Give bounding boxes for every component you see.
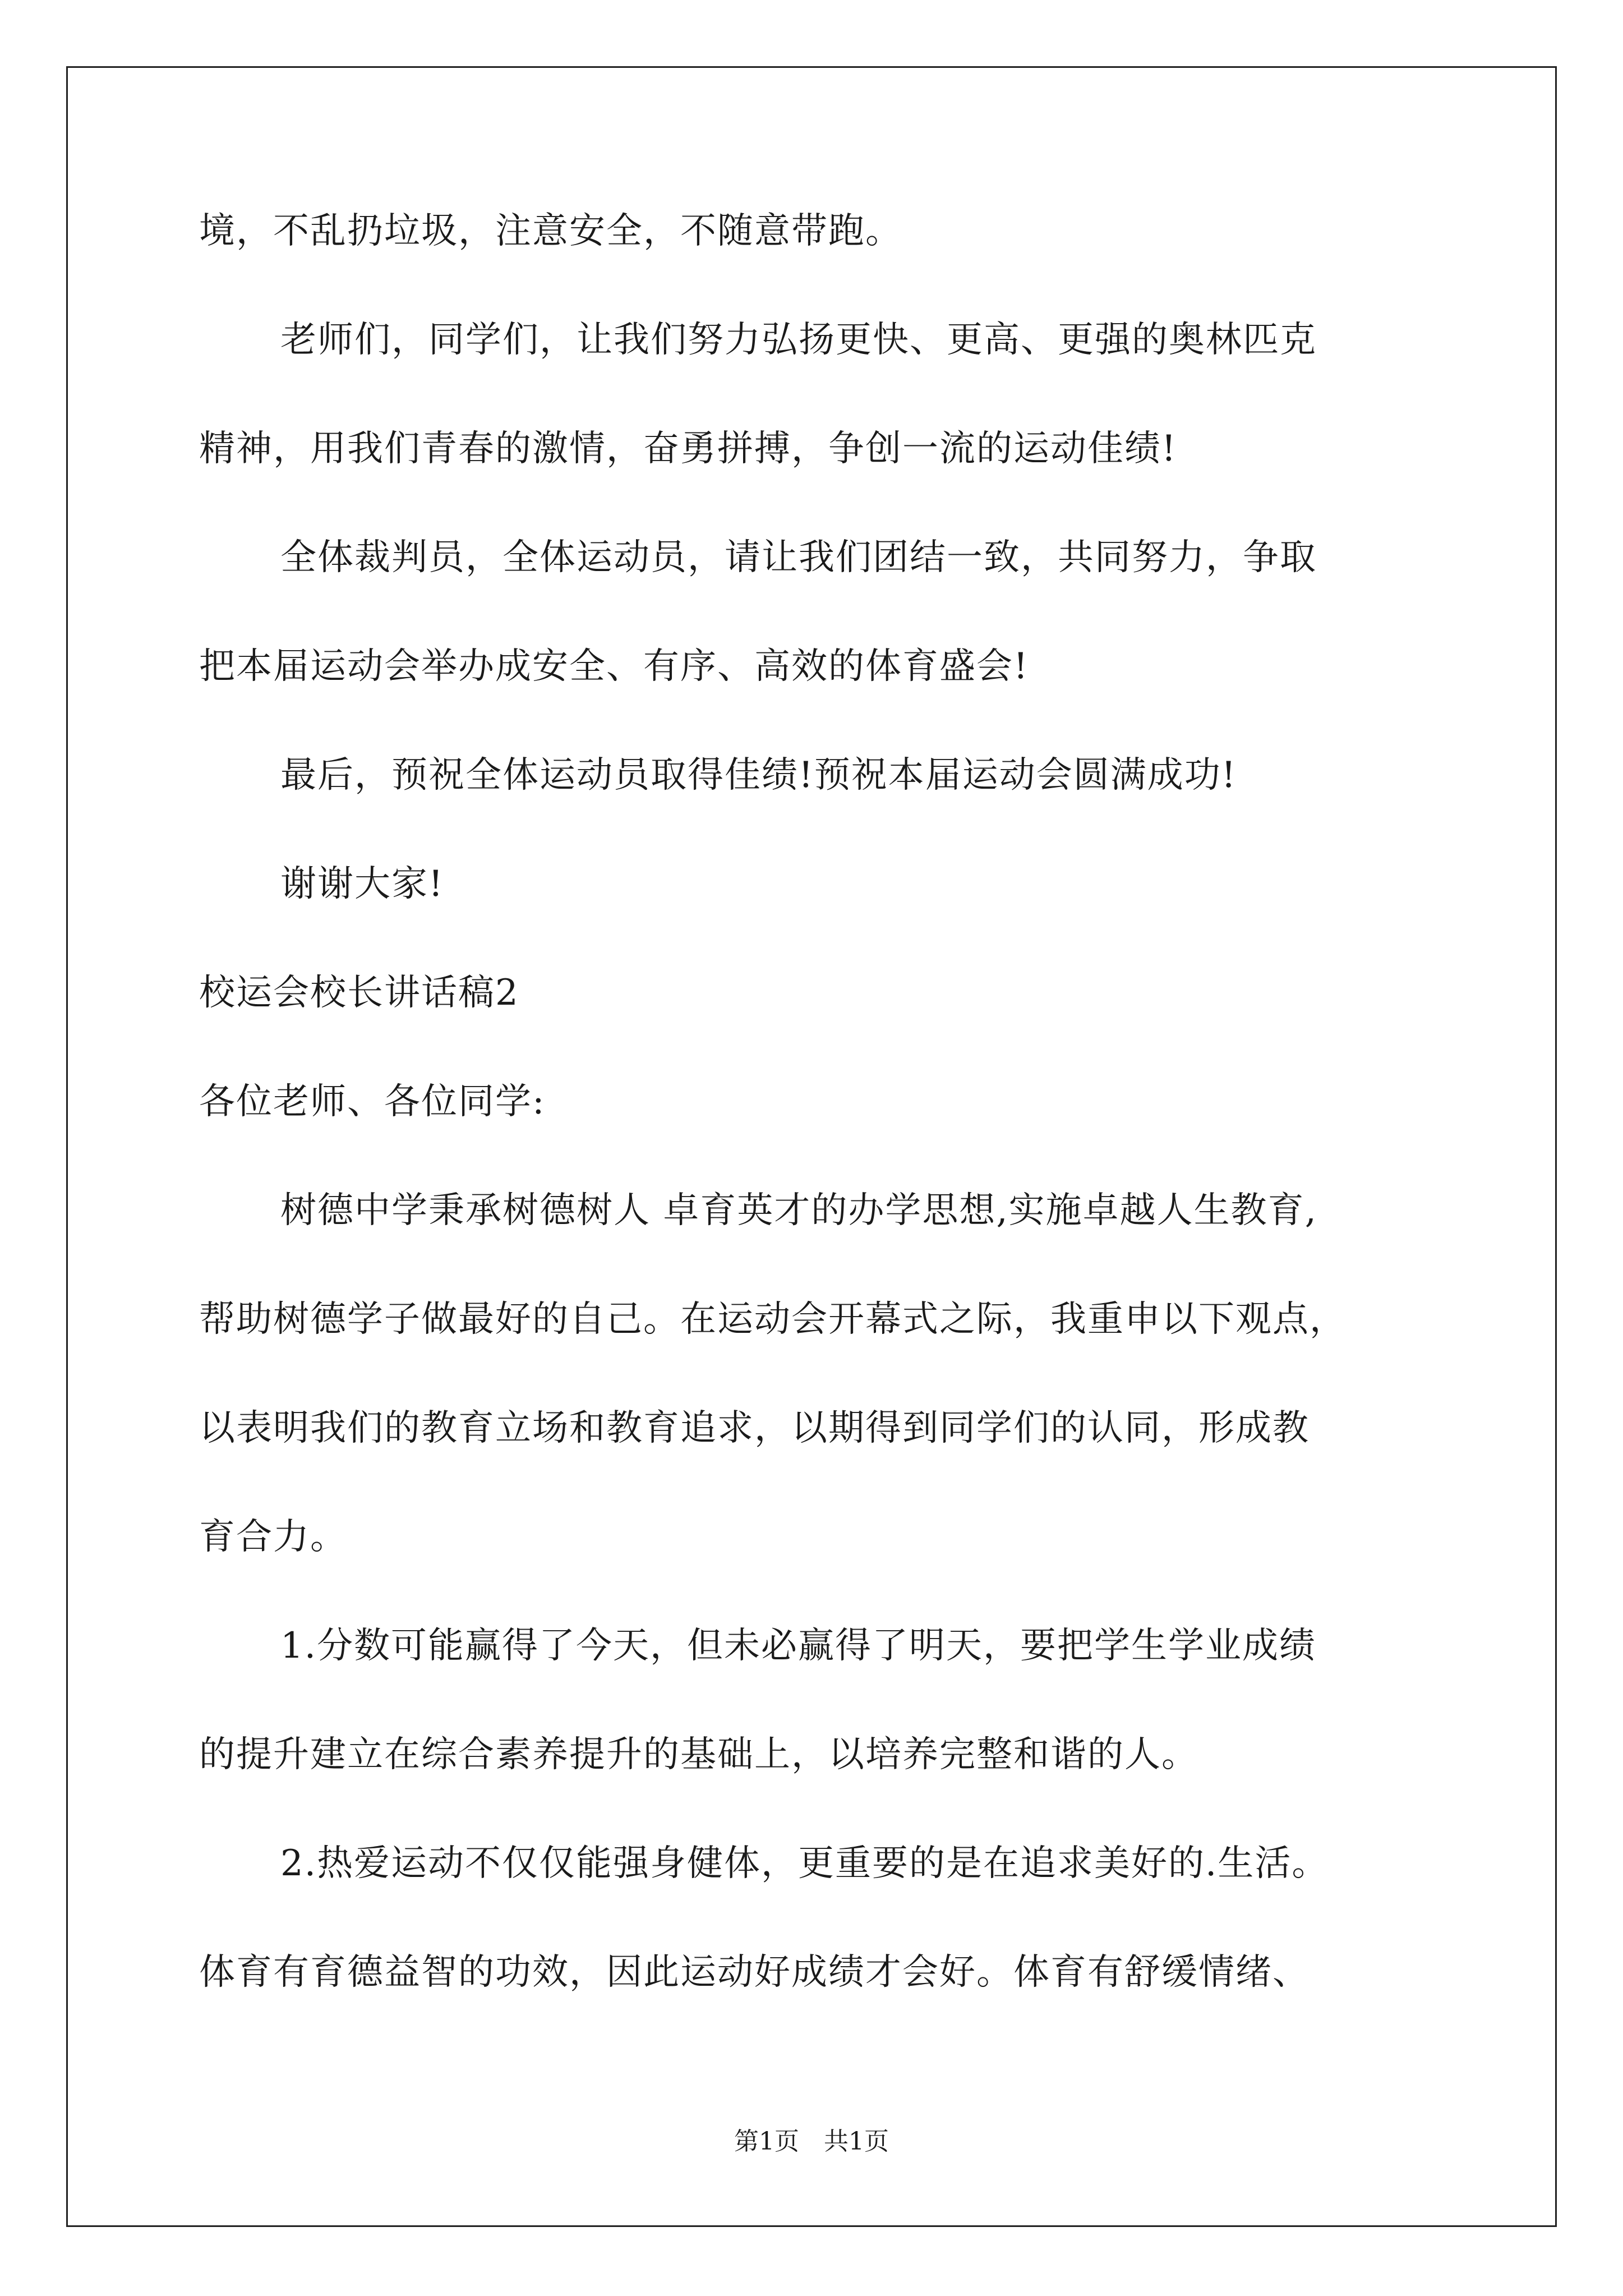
salutation: 各位老师、各位同学: [199, 1081, 546, 1122]
text-line-5: 把本届运动会举办成安全、有序、高效的体育盛会! [199, 646, 1029, 687]
text-line-13: 育合力。 [199, 1516, 347, 1558]
page-number: 第1页 共1页 [734, 2127, 889, 2156]
page-frame [66, 66, 1557, 2227]
text-line-3: 精神，用我们青春的激情，奋勇拼搏，争创一流的运动佳绩! [199, 428, 1177, 470]
text-line-7: 谢谢大家! [280, 863, 444, 905]
text-line-15: 的提升建立在综合素养提升的基础上，以培养完整和谐的人。 [199, 1734, 1198, 1775]
text-line-17: 体育有育德益智的功效，因此运动好成绩才会好。体育有舒缓情绪、 [199, 1952, 1310, 1993]
text-line-1: 境，不乱扔垃圾，注意安全，不随意带跑。 [199, 210, 902, 252]
text-line-16: 2.热爱运动不仅仅能强身健体，更重要的是在追求美好的.生活。 [280, 1843, 1329, 1884]
text-line-14: 1.分数可能赢得了今天，但未必赢得了明天，要把学生学业成绩 [280, 1625, 1317, 1667]
text-line-10: 树德中学秉承树德树人 卓育英才的办学思想,实施卓越人生教育, [280, 1190, 1318, 1231]
text-line-6: 最后，预祝全体运动员取得佳绩!预祝本届运动会圆满成功! [280, 754, 1237, 796]
section-heading: 校运会校长讲话稿2 [199, 972, 519, 1014]
text-line-12: 以表明我们的教育立场和教育追求，以期得到同学们的认同，形成教 [199, 1407, 1310, 1449]
text-line-2: 老师们，同学们，让我们努力弘扬更快、更高、更强的奥林匹克 [280, 319, 1317, 361]
text-line-11: 帮助树德学子做最好的自己。在运动会开幕式之际，我重申以下观点， [199, 1299, 1347, 1340]
text-line-4: 全体裁判员，全体运动员，请让我们团结一致，共同努力，争取 [280, 537, 1317, 578]
